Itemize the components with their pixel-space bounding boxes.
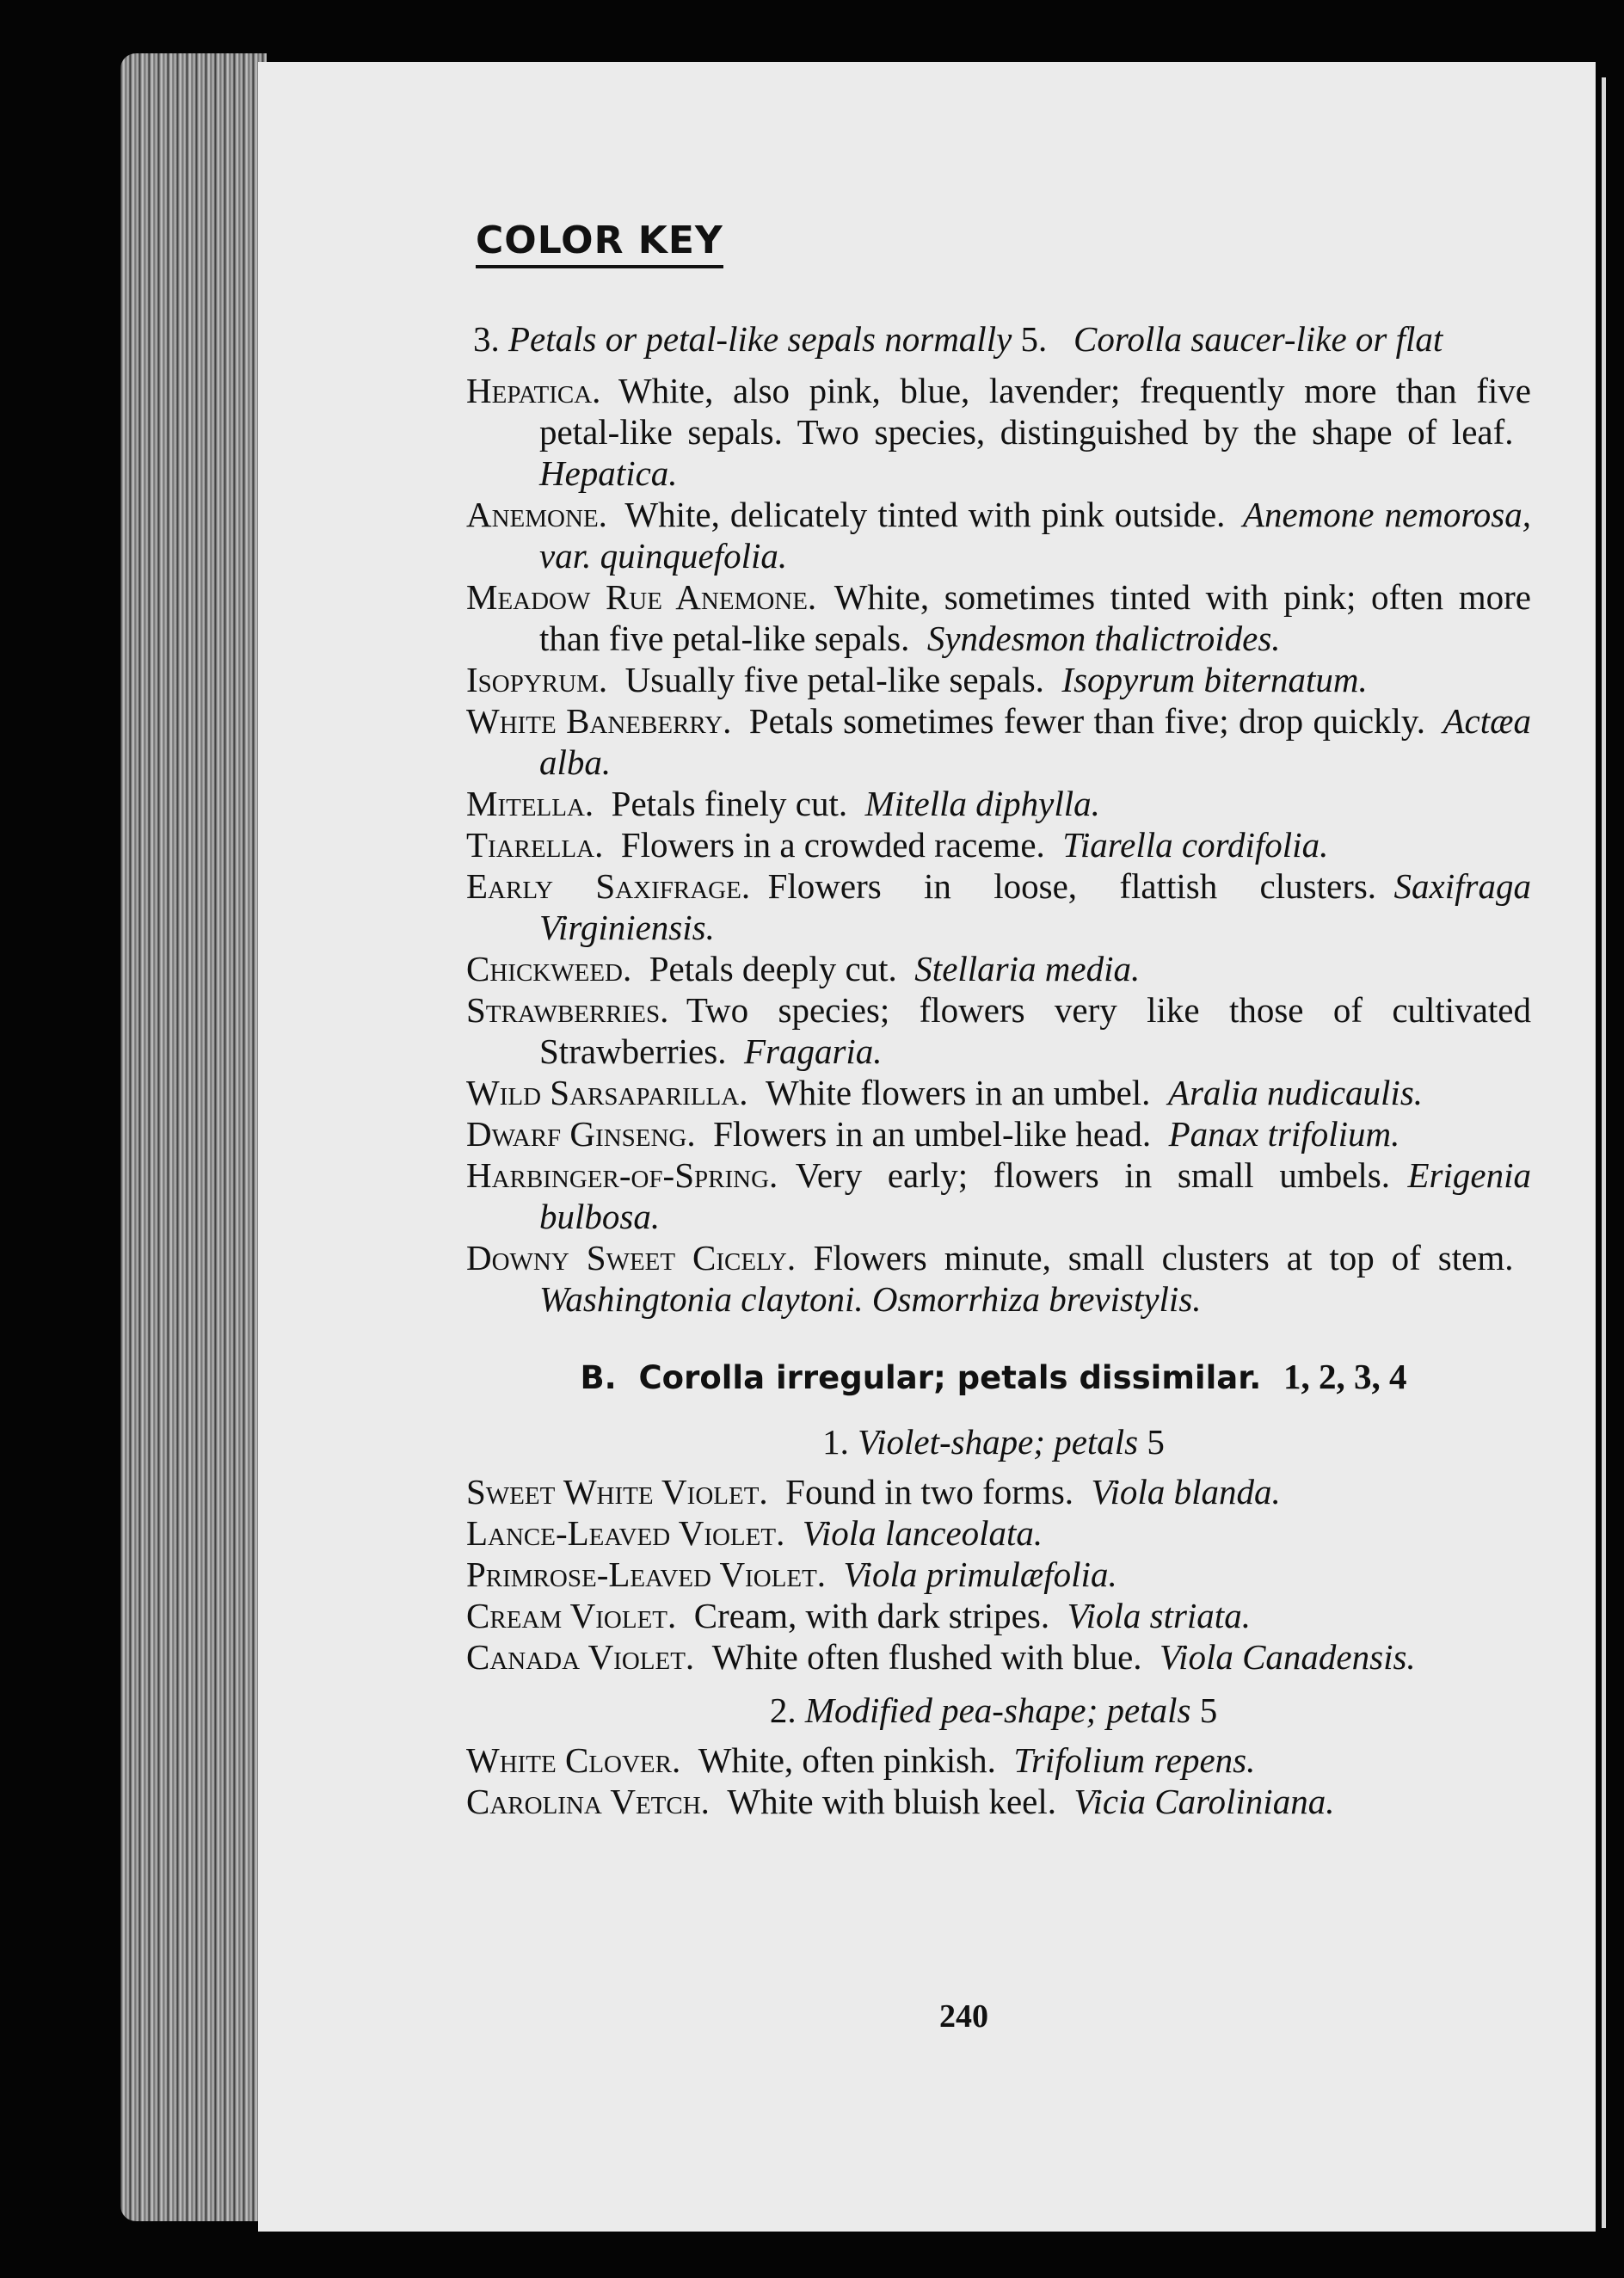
plant-name: Carolina Vetch.	[466, 1782, 710, 1821]
list-item	[466, 989, 1531, 1072]
latin-name: Actæa alba.	[539, 701, 1531, 782]
plant-name: Strawberries.	[466, 990, 669, 1030]
latin-name: Viola blanda.	[1091, 1472, 1281, 1511]
plant-description: Usually five petal-like sepals.	[624, 660, 1044, 699]
list-item	[466, 576, 1531, 659]
list-item	[466, 700, 1531, 783]
section-b-letter: B.	[580, 1359, 617, 1396]
latin-name: Anemone nemorosa, var. quinquefolia.	[539, 495, 1531, 576]
plant-name: White Clover.	[466, 1740, 681, 1780]
plant-name: Dwarf Ginseng.	[466, 1114, 696, 1154]
latin-name: Mitella diphylla.	[864, 784, 1100, 823]
list-item	[466, 948, 1531, 989]
plant-description: Found in two forms.	[785, 1472, 1074, 1511]
list-item	[466, 1237, 1531, 1320]
latin-name: Stellaria media.	[914, 949, 1141, 988]
plant-description: White flowers in an umbel.	[765, 1073, 1151, 1112]
plant-name: Primrose-Leaved Violet.	[466, 1555, 827, 1594]
subsection-text: Petals or petal-like sepals normally	[508, 319, 1012, 359]
latin-name: Viola striata.	[1067, 1596, 1251, 1635]
list-item	[466, 1781, 1531, 1822]
latin-name: Hepatica.	[539, 453, 678, 493]
plant-description: White, often pinkish.	[698, 1740, 996, 1780]
list-item	[466, 1739, 1531, 1781]
plant-name: Sweet White Violet.	[466, 1472, 768, 1511]
group-2-number: 2.	[769, 1690, 797, 1730]
list-item	[466, 824, 1531, 865]
plant-description: Flowers in loose, flattish clusters.	[767, 866, 1377, 906]
list-item	[466, 1154, 1531, 1237]
latin-name: Erigenia bulbosa.	[539, 1155, 1531, 1236]
entry-list-c	[456, 1739, 1531, 1822]
plant-name: Mitella.	[466, 784, 594, 823]
latin-name: Viola primulæfolia.	[843, 1555, 1117, 1594]
latin-name: Viola lanceolata.	[802, 1513, 1043, 1553]
group-1-number: 1.	[822, 1422, 849, 1462]
plant-description: Petals finely cut.	[611, 784, 848, 823]
list-item	[466, 1113, 1531, 1154]
plant-name: Anemone.	[466, 495, 607, 534]
plant-name: Canada Violet.	[466, 1637, 695, 1677]
entry-list-a	[456, 370, 1531, 1320]
plant-name: Hepatica.	[466, 371, 601, 410]
plant-description: Flowers in a crowded raceme.	[620, 825, 1045, 865]
latin-name: Washingtonia claytoni. Osmorrhiza brevistylis.	[539, 1279, 1202, 1319]
plant-description: White, also pink, blue, lavender; frequently more than five petal-like sepals. Two species, distinguished by the shape of leaf.	[539, 371, 1531, 452]
latin-name: Aralia nudicaulis.	[1167, 1073, 1424, 1112]
group-2-heading	[456, 1690, 1531, 1731]
plant-description: Cream, with dark stripes.	[693, 1596, 1050, 1635]
plant-description: Petals sometimes fewer than five; drop quickly.	[748, 701, 1426, 741]
plant-name: Isopyrum.	[466, 660, 608, 699]
subsection-heading	[473, 318, 1531, 360]
plant-description: Very early; flowers in small umbels.	[795, 1155, 1391, 1195]
plant-description: Flowers in an umbel-like head.	[713, 1114, 1152, 1154]
list-item	[466, 865, 1531, 948]
plant-name: Meadow Rue Anemone.	[466, 577, 817, 617]
plant-name: Wild Sarsaparilla.	[466, 1073, 748, 1112]
plant-description: Petals deeply cut.	[649, 949, 897, 988]
book-page-edges	[120, 53, 267, 2221]
group-2-count: 5	[1199, 1690, 1218, 1730]
latin-name: Panax trifolium.	[1168, 1114, 1400, 1154]
plant-name: Downy Sweet Cicely.	[466, 1238, 797, 1278]
entry-list-b	[456, 1471, 1531, 1678]
plant-description: White, sometimes tinted with pink; often more than five petal-like sepals.	[539, 577, 1532, 658]
plant-description: White, delicately tinted with pink outside.	[624, 495, 1226, 534]
right-page-edge-line	[1602, 77, 1606, 2228]
list-item	[466, 370, 1531, 494]
subsection-number: 3.	[473, 319, 500, 359]
plant-name: Chickweed.	[466, 949, 632, 988]
page-content	[456, 318, 1531, 1822]
latin-name: Isopyrum biternatum.	[1061, 660, 1368, 699]
list-item	[466, 1471, 1531, 1512]
section-b-heading	[456, 1356, 1531, 1399]
list-item	[466, 494, 1531, 576]
plant-description: Two species; flowers very like those of cultivated Strawberries.	[539, 990, 1531, 1071]
plant-description: White with bluish keel.	[727, 1782, 1057, 1821]
list-item	[466, 1636, 1531, 1678]
latin-name: Viola Canadensis.	[1160, 1637, 1416, 1677]
latin-name: Trifolium repens.	[1013, 1740, 1256, 1780]
running-head: COLOR KEY	[476, 222, 723, 268]
plant-name: Harbinger-of-Spring.	[466, 1155, 778, 1195]
page-number: 240	[939, 1998, 988, 2035]
subsection-text2: Corolla saucer-like or flat	[1073, 319, 1443, 359]
plant-description: White often flushed with blue.	[711, 1637, 1142, 1677]
group-2-text: Modified pea-shape; petals	[804, 1690, 1191, 1730]
latin-name: Vicia Caroliniana.	[1073, 1782, 1335, 1821]
section-b-numbers: 1, 2, 3, 4	[1283, 1357, 1407, 1396]
latin-name: Syndesmon thalictroides.	[926, 619, 1281, 658]
list-item	[466, 1072, 1531, 1113]
subsection-count: 5.	[1020, 319, 1048, 359]
latin-name: Tiarella cordifolia.	[1062, 825, 1329, 865]
latin-name: Fragaria.	[743, 1031, 883, 1071]
list-item	[466, 1512, 1531, 1554]
section-b-text: Corolla irregular; petals dissimilar.	[638, 1359, 1262, 1396]
latin-name: Saxifraga Virginiensis.	[539, 866, 1531, 947]
plant-description: Flowers minute, small clusters at top of stem.	[813, 1238, 1514, 1278]
group-1-count: 5	[1147, 1422, 1165, 1462]
plant-name: Cream Violet.	[466, 1596, 677, 1635]
plant-name: Lance-Leaved Violet.	[466, 1513, 785, 1553]
list-item	[466, 783, 1531, 824]
plant-name: White Baneberry.	[466, 701, 732, 741]
group-1-text: Violet-shape; petals	[858, 1422, 1139, 1462]
plant-name: Early Saxifrage.	[466, 866, 751, 906]
plant-name: Tiarella.	[466, 825, 604, 865]
group-1-heading	[456, 1421, 1531, 1462]
list-item	[466, 1554, 1531, 1595]
list-item	[466, 659, 1531, 700]
list-item	[466, 1595, 1531, 1636]
